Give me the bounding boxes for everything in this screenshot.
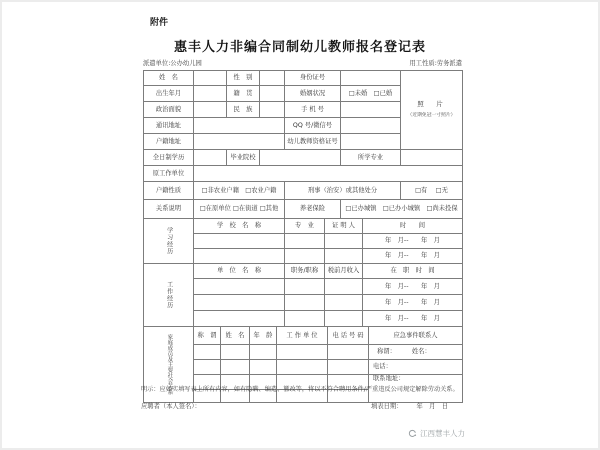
- work-time-header: 在 职 时 间: [363, 264, 463, 279]
- work-income-input-cell: [325, 295, 363, 311]
- hukou-type-label: 户籍性质: [144, 182, 194, 200]
- signature-line: [141, 401, 462, 410]
- work-title-input-cell: [285, 279, 325, 295]
- work-period-cell: 年 月-- 年 月: [363, 311, 463, 327]
- name-input-cell: [194, 71, 227, 86]
- relation-note-label: 关系说明: [144, 200, 194, 219]
- study-history-table: [143, 218, 463, 264]
- pension-checkboxes: □已办城镇 □已办小城镇 □尚未投保: [341, 200, 463, 219]
- fill-date-blank: 年 月 日: [416, 403, 448, 410]
- study-major-input-cell: [285, 234, 325, 249]
- work-income-header: 税前月收入: [325, 264, 363, 279]
- pension-label: 养老保险: [285, 200, 341, 219]
- work-section-label: 工作经历: [144, 264, 194, 327]
- family-relation-input-cell: [194, 345, 221, 360]
- teacher-cert-label: 幼儿教师资格证号: [285, 134, 341, 150]
- marital-status-checkboxes: □未婚 □已婚: [341, 86, 401, 102]
- college-label: 毕业院校: [227, 150, 260, 166]
- criminal-record-label: 刑事（治安）或其他处分: [285, 182, 401, 200]
- work-unit-header: 单 位 名 称: [194, 264, 285, 279]
- name-label: 姓 名: [144, 71, 194, 86]
- basic-info-table: [143, 70, 463, 219]
- id-number-input-cell: [341, 71, 401, 86]
- family-unit-header: 工 作 单 位: [277, 327, 328, 345]
- criminal-record-checkboxes: [401, 182, 463, 200]
- criminal-no-checkbox: □无: [435, 186, 448, 194]
- family-section-label: 家庭成员及主要社会关系: [144, 327, 194, 403]
- politics-input-cell: [194, 102, 227, 118]
- work-income-input-cell: [325, 279, 363, 295]
- work-unit-input-cell: [194, 279, 285, 295]
- birth-label: 出生年月: [144, 86, 194, 102]
- dispatch-unit-label: 派遣单位:公办幼儿园: [143, 60, 202, 67]
- major-label: 所学专业: [341, 150, 401, 166]
- teacher-cert-input-cell: [341, 134, 401, 150]
- study-major-header: 专 业: [285, 219, 325, 234]
- previous-employer-input-cell: [194, 166, 463, 182]
- family-phone-input-cell: [328, 345, 369, 360]
- photo-note: （近期免冠一寸照片）: [407, 113, 456, 119]
- family-unit-input-cell: [277, 345, 328, 360]
- ethnic-input-cell: [260, 102, 285, 118]
- logo-text: 江西慧丰人力: [420, 429, 465, 438]
- family-unit-input-cell: [277, 360, 328, 375]
- employment-type-label: 用工性质:劳务派遣: [409, 60, 462, 67]
- page-title: 惠丰人力非编合同制幼儿教师报名登记表: [173, 40, 426, 55]
- native-place-input-cell: [260, 86, 285, 102]
- qq-wechat-input-cell: [341, 118, 401, 134]
- study-time-header: 时 间: [363, 219, 463, 234]
- work-history-table: [143, 263, 463, 327]
- work-title-input-cell: [285, 311, 325, 327]
- study-school-input-cell: [194, 234, 285, 249]
- hukou-address-input-cell: [194, 134, 285, 150]
- work-unit-input-cell: [194, 295, 285, 311]
- family-name-input-cell: [221, 345, 250, 360]
- education-label: 全日制学历: [144, 150, 194, 166]
- college-input-cell: [260, 150, 341, 166]
- company-logo: [383, 428, 465, 439]
- study-witness-input-cell: [325, 234, 363, 249]
- form-meta: [143, 58, 462, 67]
- applicant-signature-label: 应聘者（本人签名）：: [141, 403, 201, 410]
- family-name-input-cell: [221, 360, 250, 375]
- emergency-name-label: 姓名：: [411, 348, 431, 356]
- marital-status-label: 婚姻状况: [285, 86, 341, 102]
- mobile-input-cell: [341, 102, 401, 118]
- work-period-cell: 年 月-- 年 月: [363, 295, 463, 311]
- study-school-input-cell: [194, 249, 285, 264]
- family-name-header: 姓 名: [221, 327, 250, 345]
- previous-employer-label: 原工作单位: [144, 166, 194, 182]
- work-income-input-cell: [325, 311, 363, 327]
- emergency-address-cell: 联系地址：: [369, 375, 463, 403]
- work-title-header: 职务/职称: [285, 264, 325, 279]
- study-major-input-cell: [285, 249, 325, 264]
- hukou-type-checkboxes: □非农业户籍 □农业户籍: [194, 182, 285, 200]
- gender-input-cell: [260, 71, 285, 86]
- native-place-label: 籍 贯: [227, 86, 260, 102]
- family-relation-header: 称 谓: [194, 327, 221, 345]
- study-period-cell: 年 月-- 年 月: [363, 234, 463, 249]
- family-age-input-cell: [250, 360, 277, 375]
- declaration-note: 明示：应如实填写表上所有内容，如有隐瞒、编造、篡改等，将以不符合聘用条件/严重违反公司规定解除劳动关系。: [141, 386, 459, 393]
- study-period-cell: 年 月-- 年 月: [363, 249, 463, 264]
- study-witness-input-cell: [325, 249, 363, 264]
- hukou-address-label: 户籍地址: [144, 134, 194, 150]
- qq-wechat-label: QQ 号/微信号: [285, 118, 341, 134]
- gender-label: 性 别: [227, 71, 260, 86]
- major-input-cell: [401, 150, 463, 166]
- politics-label: 政治面貌: [144, 102, 194, 118]
- address-label: 通讯地址: [144, 118, 194, 134]
- fill-date-label: 填表日期：: [371, 403, 403, 410]
- criminal-yes-checkbox: □有: [415, 186, 428, 194]
- emergency-relation-name-cell: [369, 345, 463, 360]
- ethnic-label: 民 族: [227, 102, 260, 118]
- logo-swirl-icon: [408, 429, 417, 438]
- work-period-cell: 年 月-- 年 月: [363, 279, 463, 295]
- work-unit-input-cell: [194, 311, 285, 327]
- attachment-label: 附件: [150, 18, 169, 28]
- study-school-header: 学 校 名 称: [194, 219, 285, 234]
- photo-label: 照 片: [417, 100, 446, 109]
- education-input-cell: [194, 150, 227, 166]
- study-witness-header: 证 明 人: [325, 219, 363, 234]
- birth-input-cell: [194, 86, 227, 102]
- family-relation-input-cell: [194, 360, 221, 375]
- family-phone-input-cell: [328, 360, 369, 375]
- family-age-header: 年 龄: [250, 327, 277, 345]
- id-number-label: 身份证号: [285, 71, 341, 86]
- work-title-input-cell: [285, 295, 325, 311]
- mobile-label: 手 机 号: [285, 102, 341, 118]
- emergency-contact-header: 应急事件联系人: [369, 327, 463, 345]
- photo-box: [401, 71, 463, 150]
- relation-note-checkboxes: □在原单位 □在街道 □其他: [194, 200, 285, 219]
- family-age-input-cell: [250, 345, 277, 360]
- emergency-relation-label: 称谓：: [377, 348, 396, 356]
- emergency-phone-cell: 电话：: [369, 360, 463, 375]
- registration-form: [143, 70, 462, 403]
- family-phone-header: 电 话 号 码: [328, 327, 369, 345]
- address-input-cell: [194, 118, 285, 134]
- study-section-label: 学习经历: [144, 219, 194, 264]
